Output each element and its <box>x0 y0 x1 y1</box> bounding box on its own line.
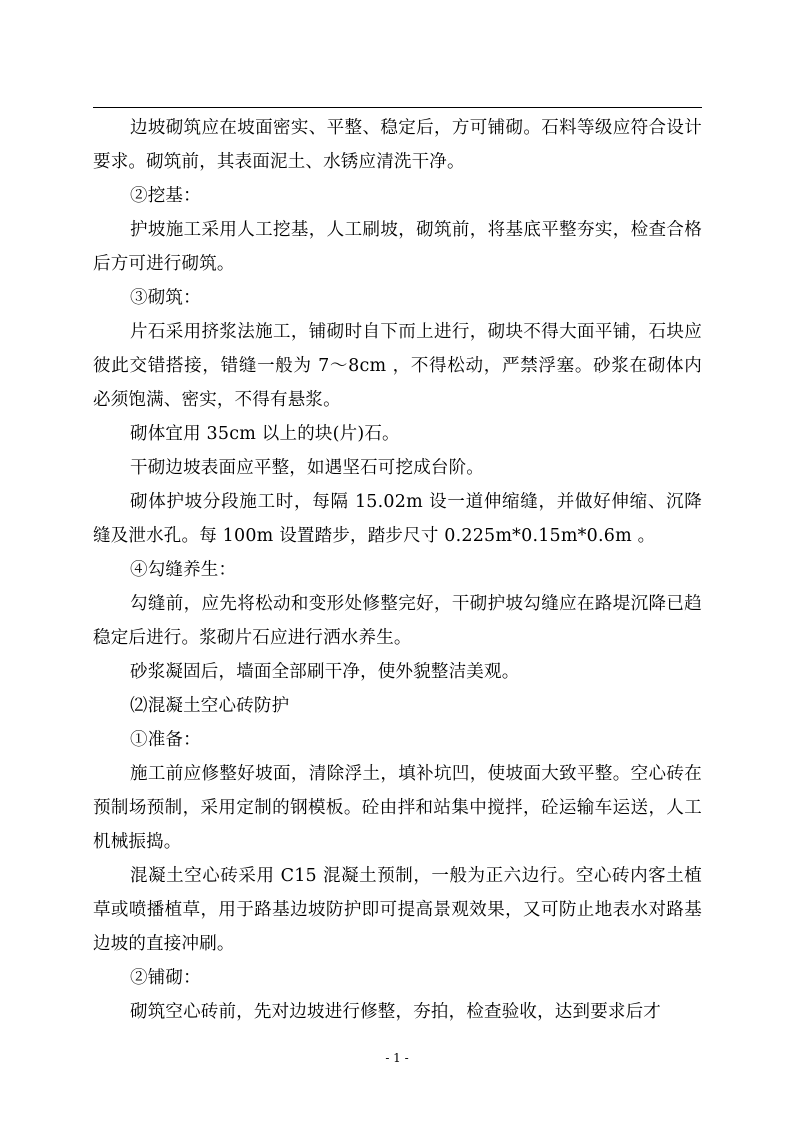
header-rule <box>93 107 702 108</box>
paragraph: 勾缝前，应先将松动和变形处修整完好，干砌护坡勾缝应在路堤沉降已趋稳定后进行。浆砌片石应进行洒水养生。 <box>93 594 702 648</box>
paragraph: 施工前应修整好坡面，清除浮土，填补坑凹，使坡面大致平整。空心砖在预制场预制，采用定制的钢模板。砼由拌和站集中搅拌，砼运输车运送，人工机械振捣。 <box>93 764 702 852</box>
section-heading: ③砌筑： <box>130 288 201 308</box>
paragraph: 混凝土空心砖采用 C15 混凝土预制，一般为正六边行。空心砖内客土植草或喷播植草，用于路基边坡防护即可提高景观效果，又可防止地表水对路基边坡的直接冲刷。 <box>93 866 702 954</box>
paragraph: 护坡施工采用人工挖基，人工刷坡，砌筑前，将基底平整夯实，检查合格后方可进行砌筑。 <box>93 220 702 274</box>
paragraph: 砌筑空心砖前，先对边坡进行修整，夯拍，检查验收，达到要求后才 <box>130 1002 661 1022</box>
section-heading: ②挖基： <box>130 186 201 206</box>
paragraph: 砌体宜用 35cm 以上的块(片)石。 <box>130 424 400 444</box>
paragraph: 片石采用挤浆法施工，铺砌时自下而上进行，砌块不得大面平铺，石块应彼此交错搭接，错缝一般为 7～8cm ，不得松动，严禁浮塞。砂浆在砌体内必须饱满、密实，不得有悬浆。 <box>93 322 702 410</box>
section-heading: ②铺砌： <box>130 968 201 988</box>
document-body <box>93 111 702 1029</box>
section-heading: ⑵混凝土空心砖防护 <box>130 696 290 716</box>
page-number: - 1 - <box>385 1051 409 1065</box>
paragraph: 干砌边坡表面应平整，如遇坚石可挖成台阶。 <box>130 458 484 478</box>
section-heading: ④勾缝养生： <box>130 560 237 580</box>
section-heading: ①准备： <box>130 730 201 750</box>
paragraph: 砂浆凝固后，墙面全部刷干净，使外貌整洁美观。 <box>130 662 520 682</box>
paragraph: 砌体护坡分段施工时，每隔 15.02m 设一道伸缩缝，并做好伸缩、沉降缝及泄水孔。每 100m 设置踏步，踏步尺寸 0.225m*0.15m*0.6m 。 <box>93 492 702 546</box>
paragraph: 边坡砌筑应在坡面密实、平整、稳定后，方可铺砌。石料等级应符合设计要求。砌筑前，其表面泥土、水锈应清洗干净。 <box>93 118 702 172</box>
